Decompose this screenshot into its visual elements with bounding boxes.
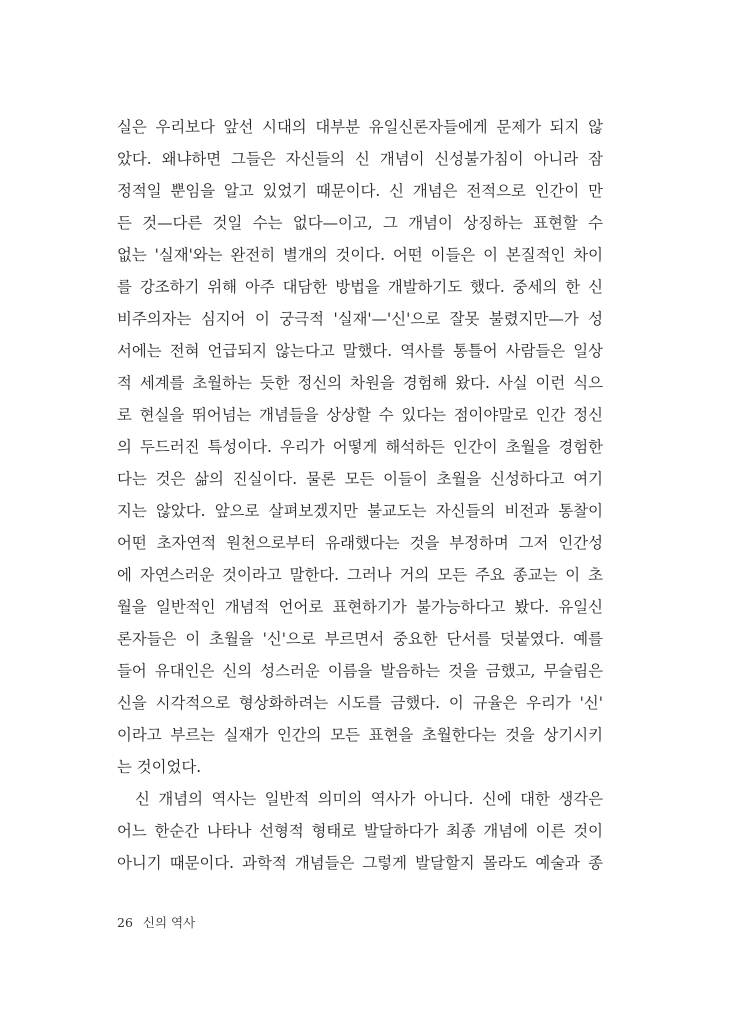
text-line: 에 자연스러운 것이라고 말한다. 그러나 거의 모든 주요 종교는 이 초: [117, 566, 603, 584]
text-line: 적 세계를 초월하는 듯한 정신의 차원을 경험해 왔다. 사실 이런 식으: [117, 374, 603, 392]
text-line: 정적일 뿐임을 알고 있었기 때문이다. 신 개념은 전적으로 인간이 만: [117, 182, 603, 200]
text-line: 월을 일반적인 개념적 언어로 표현하기가 불가능하다고 봤다. 유일신: [117, 598, 603, 616]
text-line: 를 강조하기 위해 아주 대담한 방법을 개발하기도 했다. 중세의 한 신: [117, 278, 603, 296]
text-line: 신을 시각적으로 형상화하려는 시도를 금했다. 이 규율은 우리가 '신': [117, 694, 603, 712]
text-line: 어느 한순간 나타나 선형적 형태로 발달하다가 최종 개념에 이른 것이: [117, 822, 603, 840]
text-line: 의 두드러진 특성이다. 우리가 어떻게 해석하든 인간이 초월을 경험한: [117, 438, 603, 456]
text-line: 실은 우리보다 앞선 시대의 대부분 유일신론자들에게 문제가 되지 않: [117, 118, 603, 136]
text-line: 았다. 왜냐하면 그들은 자신들의 신 개념이 신성불가침이 아니라 잠: [117, 150, 603, 168]
running-title: 신의 역사: [142, 915, 196, 930]
text-line: 론자들은 이 초월을 '신'으로 부르면서 중요한 단서를 덧붙였다. 예를: [117, 630, 603, 648]
body-text: [117, 111, 603, 879]
text-line: 이라고 부르는 실재가 인간의 모든 표현을 초월한다는 것을 상기시키: [117, 726, 603, 744]
text-line: 들어 유대인은 신의 성스러운 이름을 발음하는 것을 금했고, 무슬림은: [117, 662, 603, 680]
text-line: 아니기 때문이다. 과학적 개념들은 그렇게 발달할지 몰라도 예술과 종: [117, 854, 603, 872]
text-line: 는 것이었다.: [117, 758, 202, 776]
page-footer: [117, 913, 195, 931]
text-line: 신 개념의 역사는 일반적 의미의 역사가 아니다. 신에 대한 생각은: [135, 790, 603, 808]
text-line: 든 것—다른 것일 수는 없다—이고, 그 개념이 상징하는 표현할 수: [117, 214, 603, 232]
text-line: 다는 것은 삶의 진실이다. 물론 모든 이들이 초월을 신성하다고 여기: [117, 470, 603, 488]
page-number: 26: [117, 915, 133, 930]
text-line: 비주의자는 심지어 이 궁극적 '실재'—'신'으로 잘못 불렸지만—가 성: [117, 310, 603, 328]
text-line: 어떤 초자연적 원천으로부터 유래했다는 것을 부정하며 그저 인간성: [117, 534, 603, 552]
text-line: 로 현실을 뛰어넘는 개념들을 상상할 수 있다는 점이야말로 인간 정신: [117, 406, 603, 424]
text-line: 서에는 전혀 언급되지 않는다고 말했다. 역사를 통틀어 사람들은 일상: [117, 342, 603, 360]
text-line: 없는 '실재'와는 완전히 별개의 것이다. 어떤 이들은 이 본질적인 차이: [117, 246, 603, 264]
text-line: 지는 않았다. 앞으로 살펴보겠지만 불교도는 자신들의 비전과 통찰이: [117, 502, 603, 520]
